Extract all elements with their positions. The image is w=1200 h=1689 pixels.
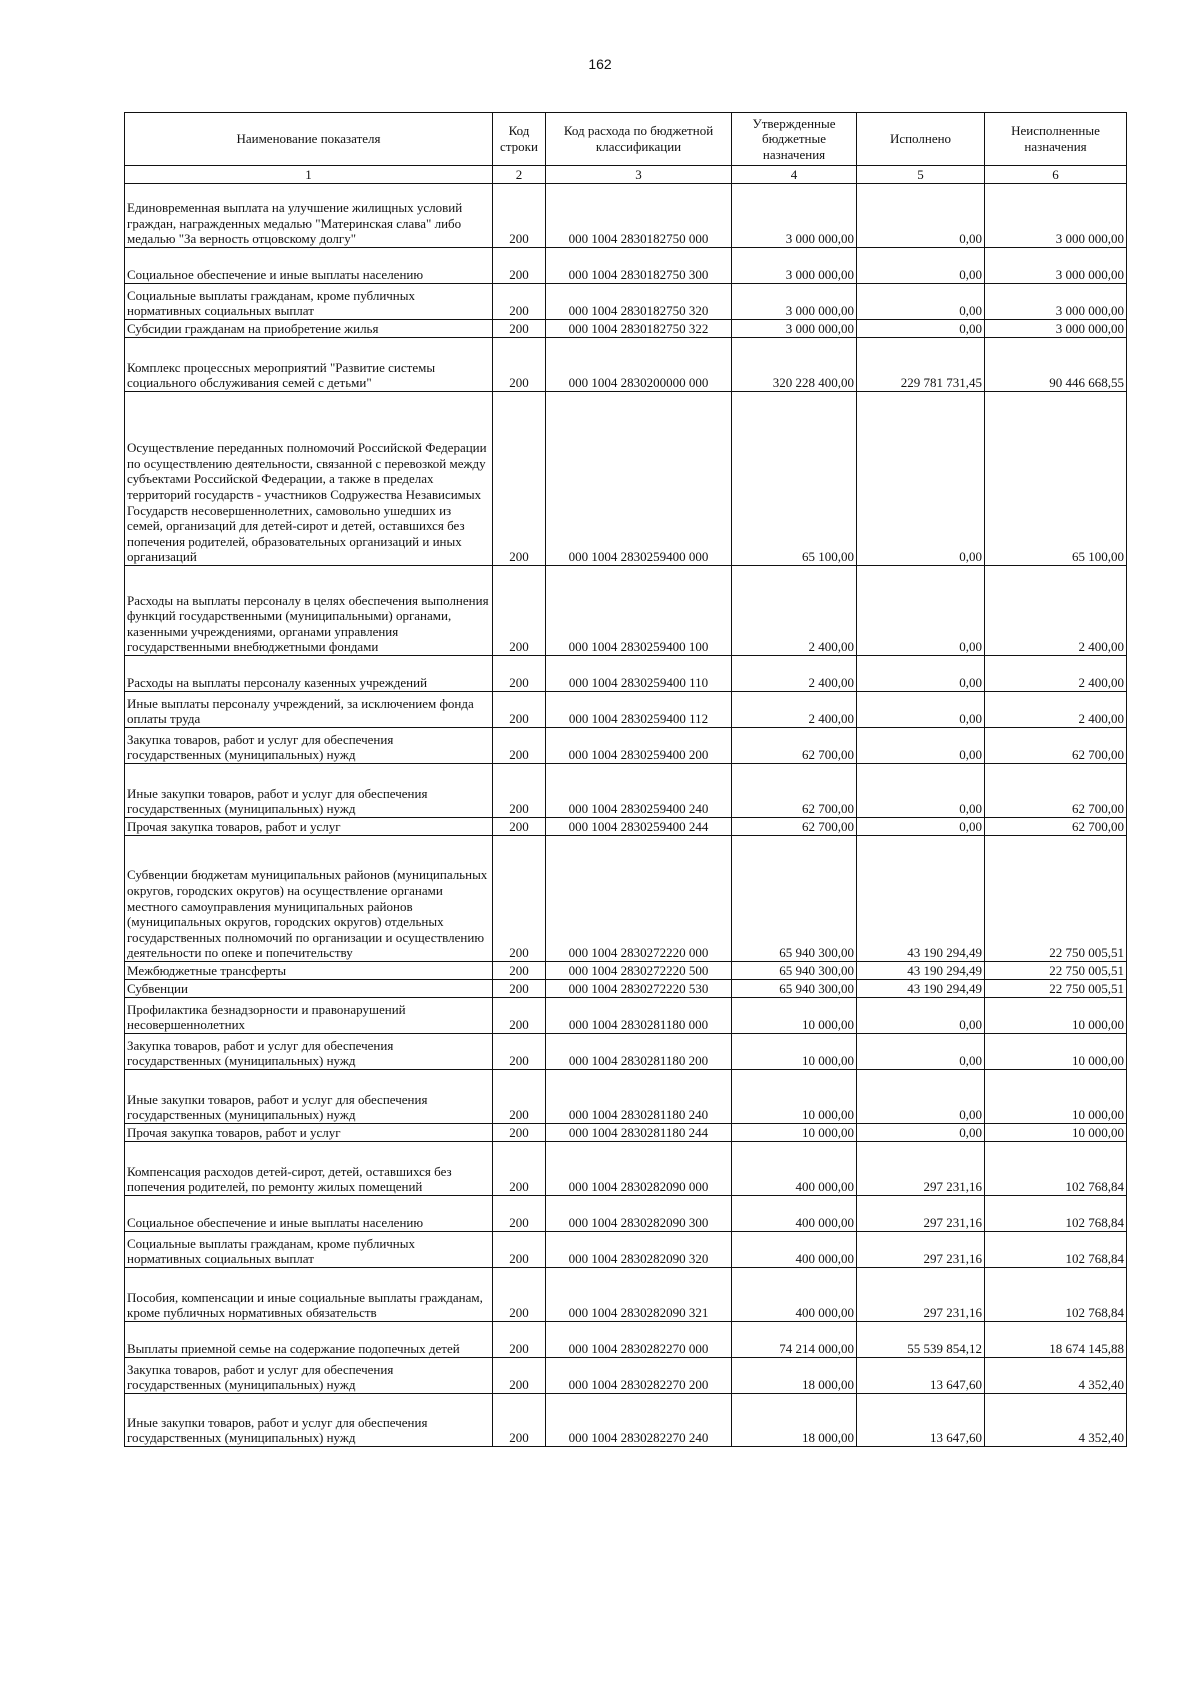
row-budget-code-cell: 000 1004 2830259400 100 — [546, 566, 732, 656]
row-name-cell: Пособия, компенсации и иные социальные выплаты гражданам, кроме публичных нормативных обязательств — [125, 1268, 493, 1322]
row-executed-cell: 297 231,16 — [857, 1196, 985, 1232]
table-row — [125, 1358, 1127, 1394]
row-unexecuted-cell: 3 000 000,00 — [985, 184, 1127, 248]
row-name-cell: Закупка товаров, работ и услуг для обеспечения государственных (муниципальных) нужд — [125, 728, 493, 764]
row-approved-cell: 320 228 400,00 — [732, 338, 857, 392]
row-executed-cell: 0,00 — [857, 184, 985, 248]
row-budget-code-cell: 000 1004 2830282090 300 — [546, 1196, 732, 1232]
table-header-row — [125, 113, 1127, 166]
row-executed-cell: 0,00 — [857, 392, 985, 566]
column-number: 3 — [546, 166, 732, 184]
row-line-code-cell: 200 — [493, 392, 546, 566]
row-executed-cell: 43 190 294,49 — [857, 980, 985, 998]
column-header-unexecuted: Неисполненные назначения — [985, 113, 1127, 166]
row-line-code-cell: 200 — [493, 1232, 546, 1268]
row-name-cell: Закупка товаров, работ и услуг для обеспечения государственных (муниципальных) нужд — [125, 1034, 493, 1070]
row-unexecuted-cell: 102 768,84 — [985, 1142, 1127, 1196]
row-unexecuted-cell: 10 000,00 — [985, 1034, 1127, 1070]
row-budget-code-cell: 000 1004 2830281180 000 — [546, 998, 732, 1034]
row-name-cell: Осуществление переданных полномочий Российской Федерации по осуществлению деятельности, связанной с перевозкой между субъектами Российской Федерации, а также в пределах территорий государств - участников Содружества Независимых Государств несовершеннолетних, самовольно ушедших из семей, организаций для детей-сирот и детей, оставшихся без попечения родителей, образовательных организаций и иных организаций — [125, 392, 493, 566]
row-budget-code-cell: 000 1004 2830282270 000 — [546, 1322, 732, 1358]
row-approved-cell: 62 700,00 — [732, 818, 857, 836]
row-approved-cell: 400 000,00 — [732, 1142, 857, 1196]
row-approved-cell: 400 000,00 — [732, 1232, 857, 1268]
row-unexecuted-cell: 4 352,40 — [985, 1358, 1127, 1394]
row-line-code-cell: 200 — [493, 1322, 546, 1358]
row-unexecuted-cell: 62 700,00 — [985, 728, 1127, 764]
row-approved-cell: 2 400,00 — [732, 692, 857, 728]
row-line-code-cell: 200 — [493, 728, 546, 764]
row-executed-cell: 0,00 — [857, 566, 985, 656]
table-row — [125, 320, 1127, 338]
row-budget-code-cell: 000 1004 2830259400 110 — [546, 656, 732, 692]
table-row — [125, 818, 1127, 836]
row-line-code-cell: 200 — [493, 566, 546, 656]
table-row — [125, 962, 1127, 980]
row-unexecuted-cell: 102 768,84 — [985, 1232, 1127, 1268]
row-executed-cell: 0,00 — [857, 1070, 985, 1124]
row-budget-code-cell: 000 1004 2830281180 200 — [546, 1034, 732, 1070]
row-approved-cell: 3 000 000,00 — [732, 248, 857, 284]
row-name-cell: Закупка товаров, работ и услуг для обеспечения государственных (муниципальных) нужд — [125, 1358, 493, 1394]
table-row — [125, 728, 1127, 764]
column-number: 4 — [732, 166, 857, 184]
row-line-code-cell: 200 — [493, 1142, 546, 1196]
row-executed-cell: 43 190 294,49 — [857, 836, 985, 962]
row-approved-cell: 3 000 000,00 — [732, 284, 857, 320]
row-line-code-cell: 200 — [493, 962, 546, 980]
row-approved-cell: 62 700,00 — [732, 728, 857, 764]
row-executed-cell: 0,00 — [857, 1124, 985, 1142]
table-row — [125, 656, 1127, 692]
row-line-code-cell: 200 — [493, 1124, 546, 1142]
row-name-cell: Социальные выплаты гражданам, кроме публичных нормативных социальных выплат — [125, 1232, 493, 1268]
row-executed-cell: 0,00 — [857, 284, 985, 320]
row-approved-cell: 65 100,00 — [732, 392, 857, 566]
row-approved-cell: 10 000,00 — [732, 998, 857, 1034]
row-approved-cell: 62 700,00 — [732, 764, 857, 818]
row-budget-code-cell: 000 1004 2830282270 200 — [546, 1358, 732, 1394]
row-name-cell: Прочая закупка товаров, работ и услуг — [125, 1124, 493, 1142]
page-number: 162 — [588, 56, 612, 72]
row-executed-cell: 297 231,16 — [857, 1142, 985, 1196]
row-unexecuted-cell: 22 750 005,51 — [985, 980, 1127, 998]
table-row — [125, 392, 1127, 566]
row-name-cell: Иные закупки товаров, работ и услуг для обеспечения государственных (муниципальных) нужд — [125, 1070, 493, 1124]
row-budget-code-cell: 000 1004 2830282090 321 — [546, 1268, 732, 1322]
row-approved-cell: 18 000,00 — [732, 1358, 857, 1394]
row-line-code-cell: 200 — [493, 320, 546, 338]
table-row — [125, 1142, 1127, 1196]
row-line-code-cell: 200 — [493, 836, 546, 962]
row-name-cell: Единовременная выплата на улучшение жилищных условий граждан, награжденных медалью "Материнская слава" либо медалью "За верность отцовскому долгу" — [125, 184, 493, 248]
row-unexecuted-cell: 10 000,00 — [985, 1070, 1127, 1124]
row-budget-code-cell: 000 1004 2830259400 240 — [546, 764, 732, 818]
row-name-cell: Субсидии гражданам на приобретение жилья — [125, 320, 493, 338]
row-line-code-cell: 200 — [493, 764, 546, 818]
row-executed-cell: 13 647,60 — [857, 1358, 985, 1394]
table-row — [125, 1196, 1127, 1232]
row-executed-cell: 0,00 — [857, 818, 985, 836]
row-name-cell: Прочая закупка товаров, работ и услуг — [125, 818, 493, 836]
row-name-cell: Межбюджетные трансферты — [125, 962, 493, 980]
column-header-line: Код строки — [493, 113, 546, 166]
row-unexecuted-cell: 2 400,00 — [985, 566, 1127, 656]
row-approved-cell: 10 000,00 — [732, 1034, 857, 1070]
row-approved-cell: 3 000 000,00 — [732, 320, 857, 338]
row-budget-code-cell: 000 1004 2830282090 320 — [546, 1232, 732, 1268]
row-budget-code-cell: 000 1004 2830182750 300 — [546, 248, 732, 284]
row-executed-cell: 0,00 — [857, 656, 985, 692]
row-name-cell: Иные закупки товаров, работ и услуг для обеспечения государственных (муниципальных) нужд — [125, 1394, 493, 1447]
row-budget-code-cell: 000 1004 2830182750 000 — [546, 184, 732, 248]
row-name-cell: Субвенции бюджетам муниципальных районов (муниципальных округов, городских округов) на осуществление органами местного самоуправления муниципальных районов (муниципальных округов, городских округов) отдельных государственных полномочий по организации и осуществлению деятельности по опеке и попечительству — [125, 836, 493, 962]
row-line-code-cell: 200 — [493, 248, 546, 284]
row-approved-cell: 74 214 000,00 — [732, 1322, 857, 1358]
column-header-code: Код расхода по бюджетной классификации — [546, 113, 732, 166]
row-unexecuted-cell: 22 750 005,51 — [985, 836, 1127, 962]
row-budget-code-cell: 000 1004 2830259400 000 — [546, 392, 732, 566]
row-line-code-cell: 200 — [493, 338, 546, 392]
row-name-cell: Субвенции — [125, 980, 493, 998]
row-unexecuted-cell: 10 000,00 — [985, 1124, 1127, 1142]
row-budget-code-cell: 000 1004 2830200000 000 — [546, 338, 732, 392]
row-budget-code-cell: 000 1004 2830259400 200 — [546, 728, 732, 764]
row-name-cell: Социальное обеспечение и иные выплаты населению — [125, 1196, 493, 1232]
row-executed-cell: 0,00 — [857, 1034, 985, 1070]
table-body — [125, 184, 1127, 1447]
row-name-cell: Расходы на выплаты персоналу в целях обеспечения выполнения функций государственными (муниципальными) органами, казенными учреждениями, органами управления государственными внебюджетными фондами — [125, 566, 493, 656]
row-executed-cell: 0,00 — [857, 320, 985, 338]
row-executed-cell: 0,00 — [857, 998, 985, 1034]
table-row — [125, 184, 1127, 248]
table-row — [125, 692, 1127, 728]
table-row — [125, 338, 1127, 392]
column-header-approved: Утвержденные бюджетные назначения — [732, 113, 857, 166]
row-unexecuted-cell: 65 100,00 — [985, 392, 1127, 566]
row-unexecuted-cell: 62 700,00 — [985, 818, 1127, 836]
row-line-code-cell: 200 — [493, 656, 546, 692]
row-executed-cell: 13 647,60 — [857, 1394, 985, 1447]
row-approved-cell: 400 000,00 — [732, 1196, 857, 1232]
table-row — [125, 1124, 1127, 1142]
row-line-code-cell: 200 — [493, 1358, 546, 1394]
row-unexecuted-cell: 102 768,84 — [985, 1268, 1127, 1322]
row-approved-cell: 65 940 300,00 — [732, 836, 857, 962]
row-approved-cell: 2 400,00 — [732, 566, 857, 656]
row-line-code-cell: 200 — [493, 284, 546, 320]
row-unexecuted-cell: 3 000 000,00 — [985, 320, 1127, 338]
row-budget-code-cell: 000 1004 2830282090 000 — [546, 1142, 732, 1196]
row-unexecuted-cell: 3 000 000,00 — [985, 284, 1127, 320]
table-row — [125, 1322, 1127, 1358]
row-executed-cell: 43 190 294,49 — [857, 962, 985, 980]
row-unexecuted-cell: 90 446 668,55 — [985, 338, 1127, 392]
row-unexecuted-cell: 18 674 145,88 — [985, 1322, 1127, 1358]
row-name-cell: Выплаты приемной семье на содержание подопечных детей — [125, 1322, 493, 1358]
row-approved-cell: 65 940 300,00 — [732, 962, 857, 980]
row-budget-code-cell: 000 1004 2830182750 322 — [546, 320, 732, 338]
row-line-code-cell: 200 — [493, 998, 546, 1034]
row-line-code-cell: 200 — [493, 692, 546, 728]
table-row — [125, 1232, 1127, 1268]
row-approved-cell: 2 400,00 — [732, 656, 857, 692]
table-row — [125, 566, 1127, 656]
table-row — [125, 998, 1127, 1034]
row-unexecuted-cell: 10 000,00 — [985, 998, 1127, 1034]
row-budget-code-cell: 000 1004 2830259400 112 — [546, 692, 732, 728]
row-name-cell: Социальное обеспечение и иные выплаты населению — [125, 248, 493, 284]
row-name-cell: Иные закупки товаров, работ и услуг для обеспечения государственных (муниципальных) нужд — [125, 764, 493, 818]
row-executed-cell: 297 231,16 — [857, 1232, 985, 1268]
column-header-name: Наименование показателя — [125, 113, 493, 166]
row-name-cell: Расходы на выплаты персоналу казенных учреждений — [125, 656, 493, 692]
row-name-cell: Иные выплаты персоналу учреждений, за исключением фонда оплаты труда — [125, 692, 493, 728]
row-approved-cell: 10 000,00 — [732, 1070, 857, 1124]
column-number: 1 — [125, 166, 493, 184]
row-approved-cell: 400 000,00 — [732, 1268, 857, 1322]
table-row — [125, 1394, 1127, 1447]
row-approved-cell: 65 940 300,00 — [732, 980, 857, 998]
column-number-row — [125, 166, 1127, 184]
row-budget-code-cell: 000 1004 2830272220 530 — [546, 980, 732, 998]
row-line-code-cell: 200 — [493, 184, 546, 248]
table-row — [125, 836, 1127, 962]
table-row — [125, 980, 1127, 998]
row-budget-code-cell: 000 1004 2830259400 244 — [546, 818, 732, 836]
row-executed-cell: 229 781 731,45 — [857, 338, 985, 392]
row-executed-cell: 0,00 — [857, 764, 985, 818]
row-executed-cell: 297 231,16 — [857, 1268, 985, 1322]
row-approved-cell: 18 000,00 — [732, 1394, 857, 1447]
row-budget-code-cell: 000 1004 2830272220 500 — [546, 962, 732, 980]
row-line-code-cell: 200 — [493, 1196, 546, 1232]
row-unexecuted-cell: 3 000 000,00 — [985, 248, 1127, 284]
row-executed-cell: 0,00 — [857, 692, 985, 728]
row-unexecuted-cell: 2 400,00 — [985, 656, 1127, 692]
row-budget-code-cell: 000 1004 2830272220 000 — [546, 836, 732, 962]
row-budget-code-cell: 000 1004 2830182750 320 — [546, 284, 732, 320]
table-row — [125, 248, 1127, 284]
row-executed-cell: 0,00 — [857, 248, 985, 284]
row-name-cell: Профилактика безнадзорности и правонарушений несовершеннолетних — [125, 998, 493, 1034]
row-budget-code-cell: 000 1004 2830281180 244 — [546, 1124, 732, 1142]
row-unexecuted-cell: 2 400,00 — [985, 692, 1127, 728]
row-budget-code-cell: 000 1004 2830281180 240 — [546, 1070, 732, 1124]
column-number: 2 — [493, 166, 546, 184]
table-row — [125, 764, 1127, 818]
row-line-code-cell: 200 — [493, 1034, 546, 1070]
row-approved-cell: 3 000 000,00 — [732, 184, 857, 248]
table-row — [125, 1070, 1127, 1124]
row-line-code-cell: 200 — [493, 1268, 546, 1322]
row-unexecuted-cell: 22 750 005,51 — [985, 962, 1127, 980]
table-row — [125, 1034, 1127, 1070]
row-line-code-cell: 200 — [493, 1394, 546, 1447]
row-name-cell: Социальные выплаты гражданам, кроме публичных нормативных социальных выплат — [125, 284, 493, 320]
column-number: 6 — [985, 166, 1127, 184]
table-row — [125, 1268, 1127, 1322]
row-budget-code-cell: 000 1004 2830282270 240 — [546, 1394, 732, 1447]
row-executed-cell: 55 539 854,12 — [857, 1322, 985, 1358]
row-name-cell: Компенсация расходов детей-сирот, детей, оставшихся без попечения родителей, по ремонту жилых помещений — [125, 1142, 493, 1196]
row-name-cell: Комплекс процессных мероприятий "Развитие системы социального обслуживания семей с детьми" — [125, 338, 493, 392]
table-row — [125, 284, 1127, 320]
column-number: 5 — [857, 166, 985, 184]
row-line-code-cell: 200 — [493, 980, 546, 998]
row-executed-cell: 0,00 — [857, 728, 985, 764]
budget-report-table — [124, 112, 1127, 1447]
row-unexecuted-cell: 102 768,84 — [985, 1196, 1127, 1232]
row-unexecuted-cell: 4 352,40 — [985, 1394, 1127, 1447]
column-header-executed: Исполнено — [857, 113, 985, 166]
row-unexecuted-cell: 62 700,00 — [985, 764, 1127, 818]
row-line-code-cell: 200 — [493, 1070, 546, 1124]
row-line-code-cell: 200 — [493, 818, 546, 836]
row-approved-cell: 10 000,00 — [732, 1124, 857, 1142]
